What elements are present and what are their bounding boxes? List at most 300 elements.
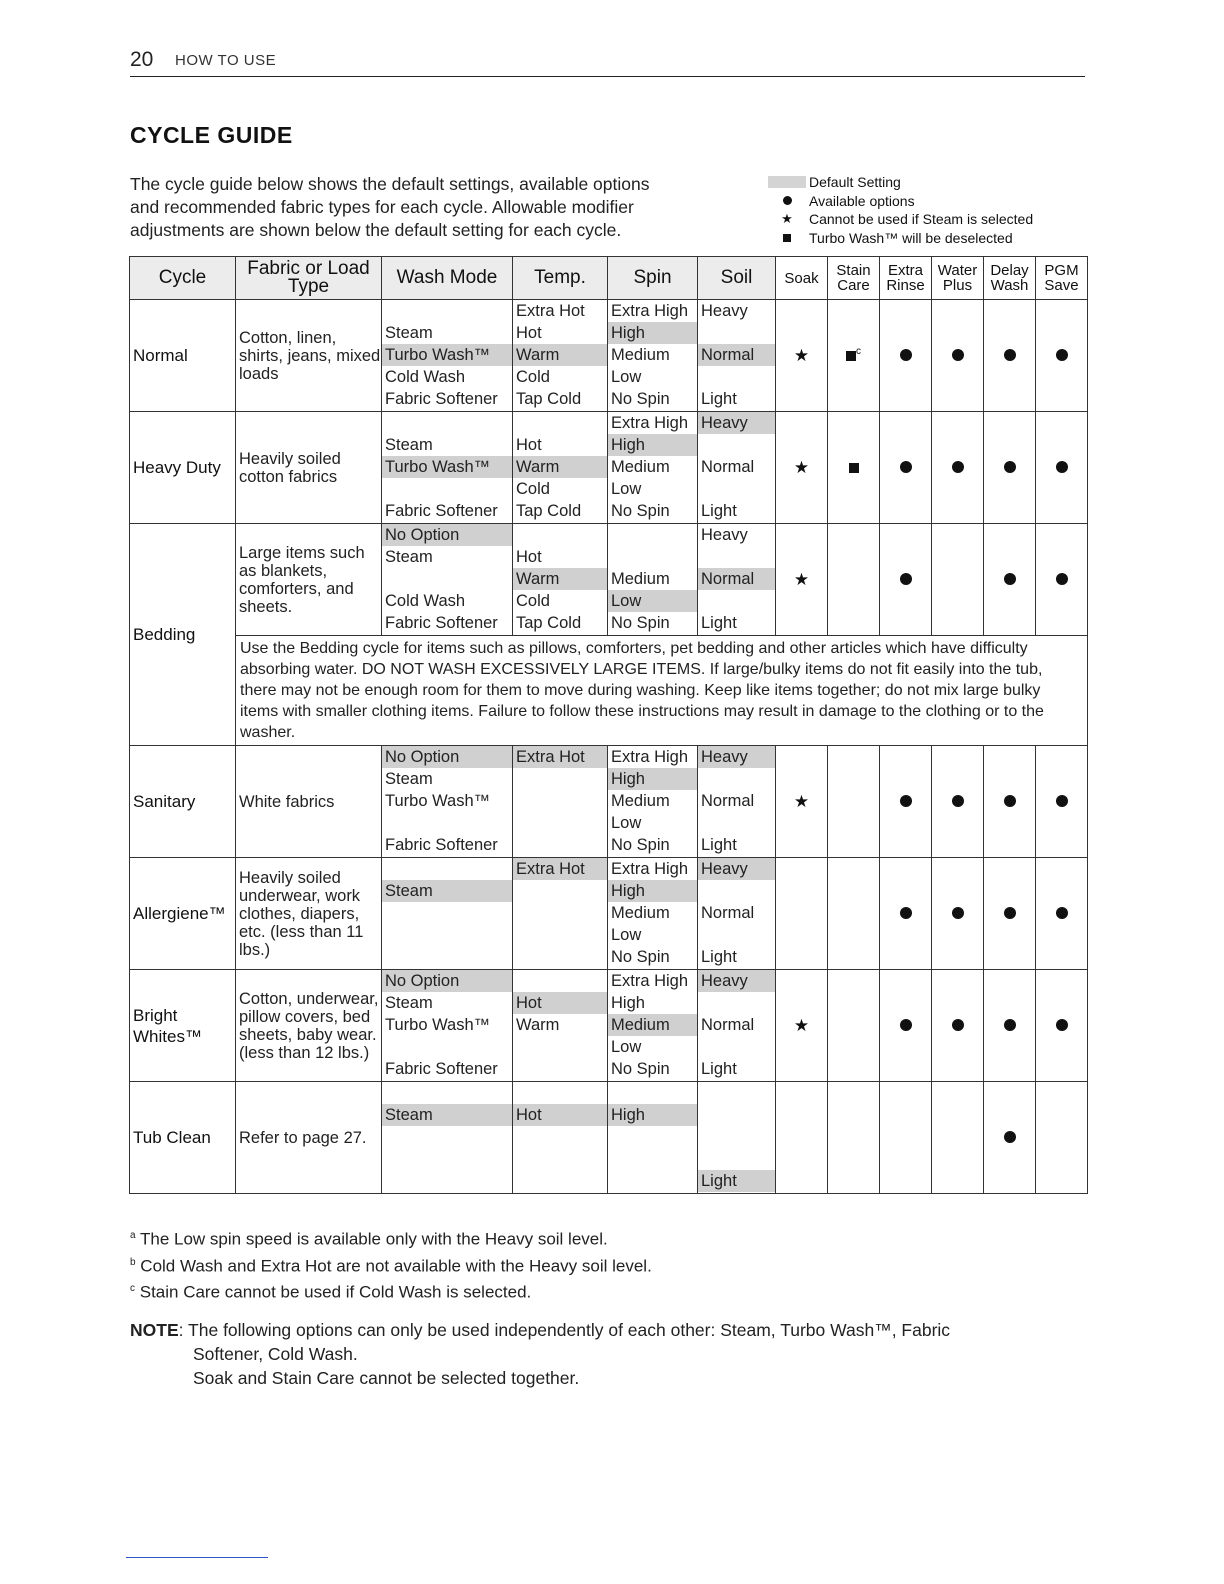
table-row [130, 970, 1088, 1082]
temp-option: Hot [516, 324, 542, 342]
spin-option: No Spin [611, 390, 670, 408]
soil-option [698, 1036, 775, 1058]
option-cell [1036, 746, 1088, 858]
spin-option: No Spin [611, 948, 670, 966]
column-header: PGM Save [1036, 257, 1088, 300]
wash-option: No Option [382, 524, 512, 546]
wash-option [382, 1036, 512, 1058]
spin-option: Extra High [611, 302, 689, 320]
soil-option: Normal [701, 458, 755, 476]
spin-option: Extra High [611, 860, 689, 878]
table-header-row [130, 257, 1088, 300]
spin-option: Medium [611, 792, 670, 810]
option-cell [776, 300, 828, 412]
option-cell [776, 970, 828, 1082]
soil-option [698, 1082, 775, 1104]
legend-item-turbo [765, 229, 1085, 248]
cycle-name: Allergiene™ [130, 858, 236, 970]
footnote [130, 1277, 652, 1304]
bottom-rule [126, 1557, 268, 1558]
wash-option: Cold Wash [385, 592, 466, 610]
soil-option: Light [698, 1170, 775, 1192]
cycle-name: Tub Clean [130, 1082, 236, 1194]
column-header: Soil [698, 257, 776, 300]
soil-option: Light [701, 502, 737, 520]
spin-options [608, 524, 698, 636]
wash-options [382, 300, 513, 412]
temp-option [513, 812, 607, 834]
wash-options [382, 412, 513, 524]
wash-option: Cold Wash [385, 368, 466, 386]
footnote-mark: a [130, 1230, 136, 1241]
temp-option: Hot [516, 436, 542, 454]
temp-option: Cold [516, 480, 550, 498]
soil-option: Light [701, 1060, 737, 1078]
temp-option [513, 1082, 607, 1104]
option-cell [984, 858, 1036, 970]
soil-option: Light [701, 390, 737, 408]
cycle-name: Normal [130, 300, 236, 412]
soil-option: Normal [701, 904, 755, 922]
soil-option [698, 880, 775, 902]
spin-options [608, 858, 698, 970]
spin-option: No Spin [611, 1060, 670, 1078]
wash-options [382, 1082, 513, 1194]
temp-option: Extra Hot [516, 302, 585, 320]
option-cell [828, 524, 880, 636]
spin-option: Low [611, 1038, 642, 1056]
page-header [130, 46, 1085, 77]
legend-label: Available options [809, 192, 915, 209]
option-cell [984, 746, 1036, 858]
option-cell [828, 746, 880, 858]
dot-icon [900, 349, 912, 361]
column-header: Water Plus [932, 257, 984, 300]
fabric-type: Heavily soiled cotton fabrics [236, 412, 382, 524]
option-cell [984, 300, 1036, 412]
dot-icon [1004, 1131, 1016, 1143]
temp-option [513, 1058, 607, 1080]
soil-option: Normal [698, 344, 775, 366]
soil-options [698, 1082, 776, 1194]
temp-option: Hot [513, 1104, 607, 1126]
footnote-text: The Low spin speed is available only with the Heavy soil level. [139, 1229, 608, 1249]
wash-option [382, 478, 512, 500]
option-cell [776, 524, 828, 636]
wash-option [382, 1148, 512, 1170]
column-header: Wash Mode [382, 257, 513, 300]
column-header: Temp. [513, 257, 608, 300]
note-line: Softener, Cold Wash. [193, 1344, 358, 1364]
soil-option [698, 434, 775, 456]
dot-icon [900, 1019, 912, 1031]
temp-option: Tap Cold [516, 614, 582, 632]
spin-option [608, 1082, 697, 1104]
legend-item-available [765, 192, 1085, 211]
temp-option [513, 970, 607, 992]
spin-option: High [608, 768, 697, 790]
temp-option [513, 412, 607, 434]
temp-options [513, 524, 608, 636]
temp-option [513, 1148, 607, 1170]
table-row [130, 412, 1088, 524]
spin-option: High [608, 1104, 697, 1126]
fabric-type: Large items such as blankets, comforters, and sheets. [236, 524, 382, 636]
spin-option: High [608, 880, 697, 902]
wash-option [382, 412, 512, 434]
soil-option [698, 546, 775, 568]
column-header: Cycle [130, 257, 236, 300]
wash-option: Steam [385, 770, 433, 788]
soil-option: Light [701, 614, 737, 632]
temp-option: Tap Cold [516, 390, 582, 408]
table-note-row [130, 636, 1088, 746]
spin-options [608, 300, 698, 412]
spin-option: Low [611, 480, 642, 498]
wash-option [382, 1126, 512, 1148]
option-cell [828, 970, 880, 1082]
option-cell [880, 1082, 932, 1194]
cycle-note: Use the Bedding cycle for items such as pillows, comforters, pet bedding and other articles which have difficulty absorbing water. DO NOT WASH EXCESSIVELY LARGE ITEMS. If large/bulky items do not fit easily into the tub, there may not be enough room for them to move during washing. Keep like items together; do not mix large bulky items with smaller clothing items. Failure to follow these instructions may result in damage to the clothing or to the washer. [236, 636, 1088, 746]
option-cell [828, 858, 880, 970]
option-cell [828, 300, 880, 412]
legend-label: Cannot be used if Steam is selected [809, 211, 1034, 227]
soil-options [698, 524, 776, 636]
intro-paragraph [130, 173, 750, 242]
option-cell [932, 412, 984, 524]
temp-option [513, 768, 607, 790]
option-cell [932, 300, 984, 412]
option-cell [1036, 1082, 1088, 1194]
soil-option [698, 366, 775, 388]
wash-option: Steam [382, 1104, 512, 1126]
option-cell [1036, 970, 1088, 1082]
cycle-name: Bright Whites™ [130, 970, 236, 1082]
soil-options [698, 300, 776, 412]
page-number: 20 [130, 48, 154, 71]
wash-option [382, 946, 512, 968]
star-icon: ★ [781, 211, 793, 226]
footnotes [130, 1224, 652, 1304]
spin-option: Medium [611, 904, 670, 922]
section-name: HOW TO USE [175, 52, 277, 69]
wash-options [382, 858, 513, 970]
soil-options [698, 970, 776, 1082]
wash-option: Fabric Softener [385, 502, 498, 520]
soil-option [698, 322, 775, 344]
spin-option: High [611, 994, 645, 1012]
wash-option: Steam [385, 436, 433, 454]
footnote-mark: b [130, 1256, 136, 1268]
spin-option: Medium [611, 570, 670, 588]
spin-option [608, 546, 697, 568]
temp-option: Cold [516, 368, 550, 386]
option-cell [880, 300, 932, 412]
soil-option: Heavy [698, 970, 775, 992]
wash-option [382, 902, 512, 924]
wash-option: Turbo Wash™ [382, 456, 512, 478]
temp-options [513, 1082, 608, 1194]
option-cell [776, 412, 828, 524]
table-row [130, 746, 1088, 858]
option-cell [1036, 412, 1088, 524]
note-block: NOTE: The following options can only be used independently of each other: Steam, Turbo Wash™, Fabric Softener, Cold Wash. Soak and Stain Care cannot be selected together. [130, 1318, 1090, 1390]
spin-option: Medium [611, 458, 670, 476]
dot-icon [952, 461, 964, 473]
soil-option: Heavy [698, 746, 775, 768]
dot-icon [1056, 461, 1068, 473]
column-header: Delay Wash [984, 257, 1036, 300]
dot-icon [952, 1019, 964, 1031]
table-row [130, 300, 1088, 412]
option-cell [828, 1082, 880, 1194]
soil-option [698, 1104, 775, 1126]
table-row [130, 524, 1088, 636]
wash-option [382, 1082, 512, 1104]
wash-option [382, 812, 512, 834]
legend-item-default [765, 173, 1085, 192]
footnote-text: Stain Care cannot be used if Cold Wash is selected. [139, 1282, 532, 1302]
star-icon: ★ [793, 346, 810, 365]
temp-option: Extra Hot [513, 858, 607, 880]
option-cell [1036, 858, 1088, 970]
spin-option: No Spin [611, 614, 670, 632]
legend-item-steam [765, 210, 1085, 229]
fabric-type: Cotton, linen, shirts, jeans, mixed loads [236, 300, 382, 412]
dot-icon [1056, 573, 1068, 585]
temp-option [513, 790, 607, 812]
column-header: Extra Rinse [880, 257, 932, 300]
temp-option: Hot [516, 548, 542, 566]
temp-options [513, 746, 608, 858]
spin-option: High [608, 434, 697, 456]
square-icon [849, 463, 859, 473]
option-cell [984, 1082, 1036, 1194]
temp-option [513, 834, 607, 856]
soil-option: Normal [701, 792, 755, 810]
soil-option [698, 1126, 775, 1148]
spin-option: Medium [608, 1014, 697, 1036]
legend [765, 173, 1085, 247]
temp-option: Warm [513, 456, 607, 478]
soil-option [698, 924, 775, 946]
soil-option [698, 590, 775, 612]
soil-option: Normal [701, 1016, 755, 1034]
dot-icon [1004, 795, 1016, 807]
soil-option: Heavy [701, 526, 748, 544]
spin-option: Low [611, 368, 642, 386]
note-line: Soak and Stain Care cannot be selected together. [193, 1368, 580, 1388]
footnote-mark: c [856, 346, 861, 357]
fabric-type: Cotton, underwear, pillow covers, bed sheets, baby wear. (less than 12 lbs.) [236, 970, 382, 1082]
dot-icon [1056, 795, 1068, 807]
footnote-mark: c [130, 1283, 135, 1295]
footnote [130, 1224, 652, 1251]
wash-option: Fabric Softener [385, 614, 498, 632]
option-cell [984, 412, 1036, 524]
soil-option [698, 768, 775, 790]
dot-icon [1056, 349, 1068, 361]
wash-option: Steam [385, 994, 433, 1012]
option-cell [932, 524, 984, 636]
option-cell [932, 1082, 984, 1194]
dot-icon [1004, 907, 1016, 919]
spin-option: Extra High [611, 748, 689, 766]
soil-option: Light [701, 948, 737, 966]
note-line: The following options can only be used independently of each other: Steam, Turbo Wash™, Fabric [188, 1320, 951, 1340]
spin-option: High [608, 322, 697, 344]
soil-option: Heavy [701, 302, 748, 320]
temp-option [513, 1126, 607, 1148]
temp-option [513, 1170, 607, 1192]
dot-icon [952, 907, 964, 919]
default-setting-swatch [768, 176, 806, 188]
column-header: Stain Care [828, 257, 880, 300]
dot-icon [1004, 573, 1016, 585]
footnote [130, 1251, 652, 1278]
soil-option [698, 1148, 775, 1170]
wash-option [382, 1170, 512, 1192]
soil-option [698, 992, 775, 1014]
option-cell [984, 524, 1036, 636]
soil-option: Heavy [698, 412, 775, 434]
dot-icon [900, 907, 912, 919]
cycle-name: Bedding [130, 524, 236, 746]
wash-option: No Option [382, 970, 512, 992]
temp-options [513, 970, 608, 1082]
temp-options [513, 412, 608, 524]
dot-icon [783, 196, 792, 205]
dot-icon [900, 461, 912, 473]
spin-option: No Spin [611, 836, 670, 854]
wash-option: Steam [385, 548, 433, 566]
spin-option: Low [608, 590, 697, 612]
temp-option: Cold [516, 592, 550, 610]
dot-icon [1004, 349, 1016, 361]
spin-option [608, 524, 697, 546]
spin-options [608, 412, 698, 524]
soil-option: Normal [698, 568, 775, 590]
spin-option: No Spin [611, 502, 670, 520]
square-icon [783, 234, 791, 242]
dot-icon [900, 573, 912, 585]
option-cell [776, 858, 828, 970]
temp-option [513, 924, 607, 946]
spin-option: Medium [611, 346, 670, 364]
option-cell [1036, 524, 1088, 636]
wash-option: Turbo Wash™ [382, 344, 512, 366]
dot-icon [1056, 907, 1068, 919]
spin-option [608, 1170, 697, 1192]
option-cell [776, 746, 828, 858]
legend-label: Turbo Wash™ will be deselected [809, 229, 1013, 246]
temp-options [513, 300, 608, 412]
wash-option: Steam [382, 880, 512, 902]
table-body [130, 300, 1088, 1194]
page-title: CYCLE GUIDE [130, 122, 293, 148]
temp-option: Tap Cold [516, 502, 582, 520]
star-icon: ★ [793, 570, 810, 589]
table-row [130, 1082, 1088, 1194]
temp-option: Extra Hot [513, 746, 607, 768]
option-cell [776, 1082, 828, 1194]
wash-options [382, 970, 513, 1082]
temp-option [513, 902, 607, 924]
star-icon: ★ [793, 458, 810, 477]
option-cell [880, 746, 932, 858]
wash-option: Fabric Softener [385, 836, 498, 854]
option-cell [880, 524, 932, 636]
option-cell [880, 412, 932, 524]
cycle-guide-table [129, 256, 1088, 1194]
dot-icon [1004, 1019, 1016, 1031]
option-cell [880, 970, 932, 1082]
star-icon: ★ [793, 792, 810, 811]
wash-option: Turbo Wash™ [385, 1016, 491, 1034]
cycle-name: Sanitary [130, 746, 236, 858]
soil-option: Light [701, 836, 737, 854]
spin-option: Low [611, 814, 642, 832]
dot-icon [1004, 461, 1016, 473]
option-cell [880, 858, 932, 970]
spin-option: Extra High [611, 414, 689, 432]
option-cell [932, 858, 984, 970]
spin-option: Extra High [611, 972, 689, 990]
column-header: Fabric or Load Type [236, 257, 382, 300]
wash-option: Steam [385, 324, 433, 342]
wash-option [382, 300, 512, 322]
spin-option [608, 1126, 697, 1148]
soil-options [698, 858, 776, 970]
soil-option: Heavy [698, 858, 775, 880]
dot-icon [1056, 1019, 1068, 1031]
temp-option [513, 1036, 607, 1058]
temp-options [513, 858, 608, 970]
intro-line: The cycle guide below shows the default settings, available options [130, 174, 650, 194]
wash-option: Fabric Softener [385, 390, 498, 408]
wash-option: No Option [382, 746, 512, 768]
option-cell [1036, 300, 1088, 412]
square-icon [846, 351, 856, 361]
wash-options [382, 746, 513, 858]
dot-icon [952, 349, 964, 361]
temp-option [513, 524, 607, 546]
fabric-type: Refer to page 27. [236, 1082, 382, 1194]
spin-option [608, 1148, 697, 1170]
intro-line: adjustments are shown below the default setting for each cycle. [130, 220, 622, 240]
column-header: Spin [608, 257, 698, 300]
option-cell [932, 970, 984, 1082]
wash-option [382, 858, 512, 880]
temp-option: Warm [516, 1016, 560, 1034]
option-cell [984, 970, 1036, 1082]
fabric-type: White fabrics [236, 746, 382, 858]
soil-options [698, 746, 776, 858]
dot-icon [952, 795, 964, 807]
option-cell [828, 412, 880, 524]
soil-option [698, 478, 775, 500]
cycle-name: Heavy Duty [130, 412, 236, 524]
wash-options [382, 524, 513, 636]
temp-option: Hot [513, 992, 607, 1014]
legend-label: Default Setting [809, 174, 901, 190]
soil-option [698, 812, 775, 834]
table-row [130, 858, 1088, 970]
temp-option: Warm [513, 344, 607, 366]
spin-options [608, 1082, 698, 1194]
temp-option [513, 946, 607, 968]
star-icon: ★ [793, 1016, 810, 1035]
